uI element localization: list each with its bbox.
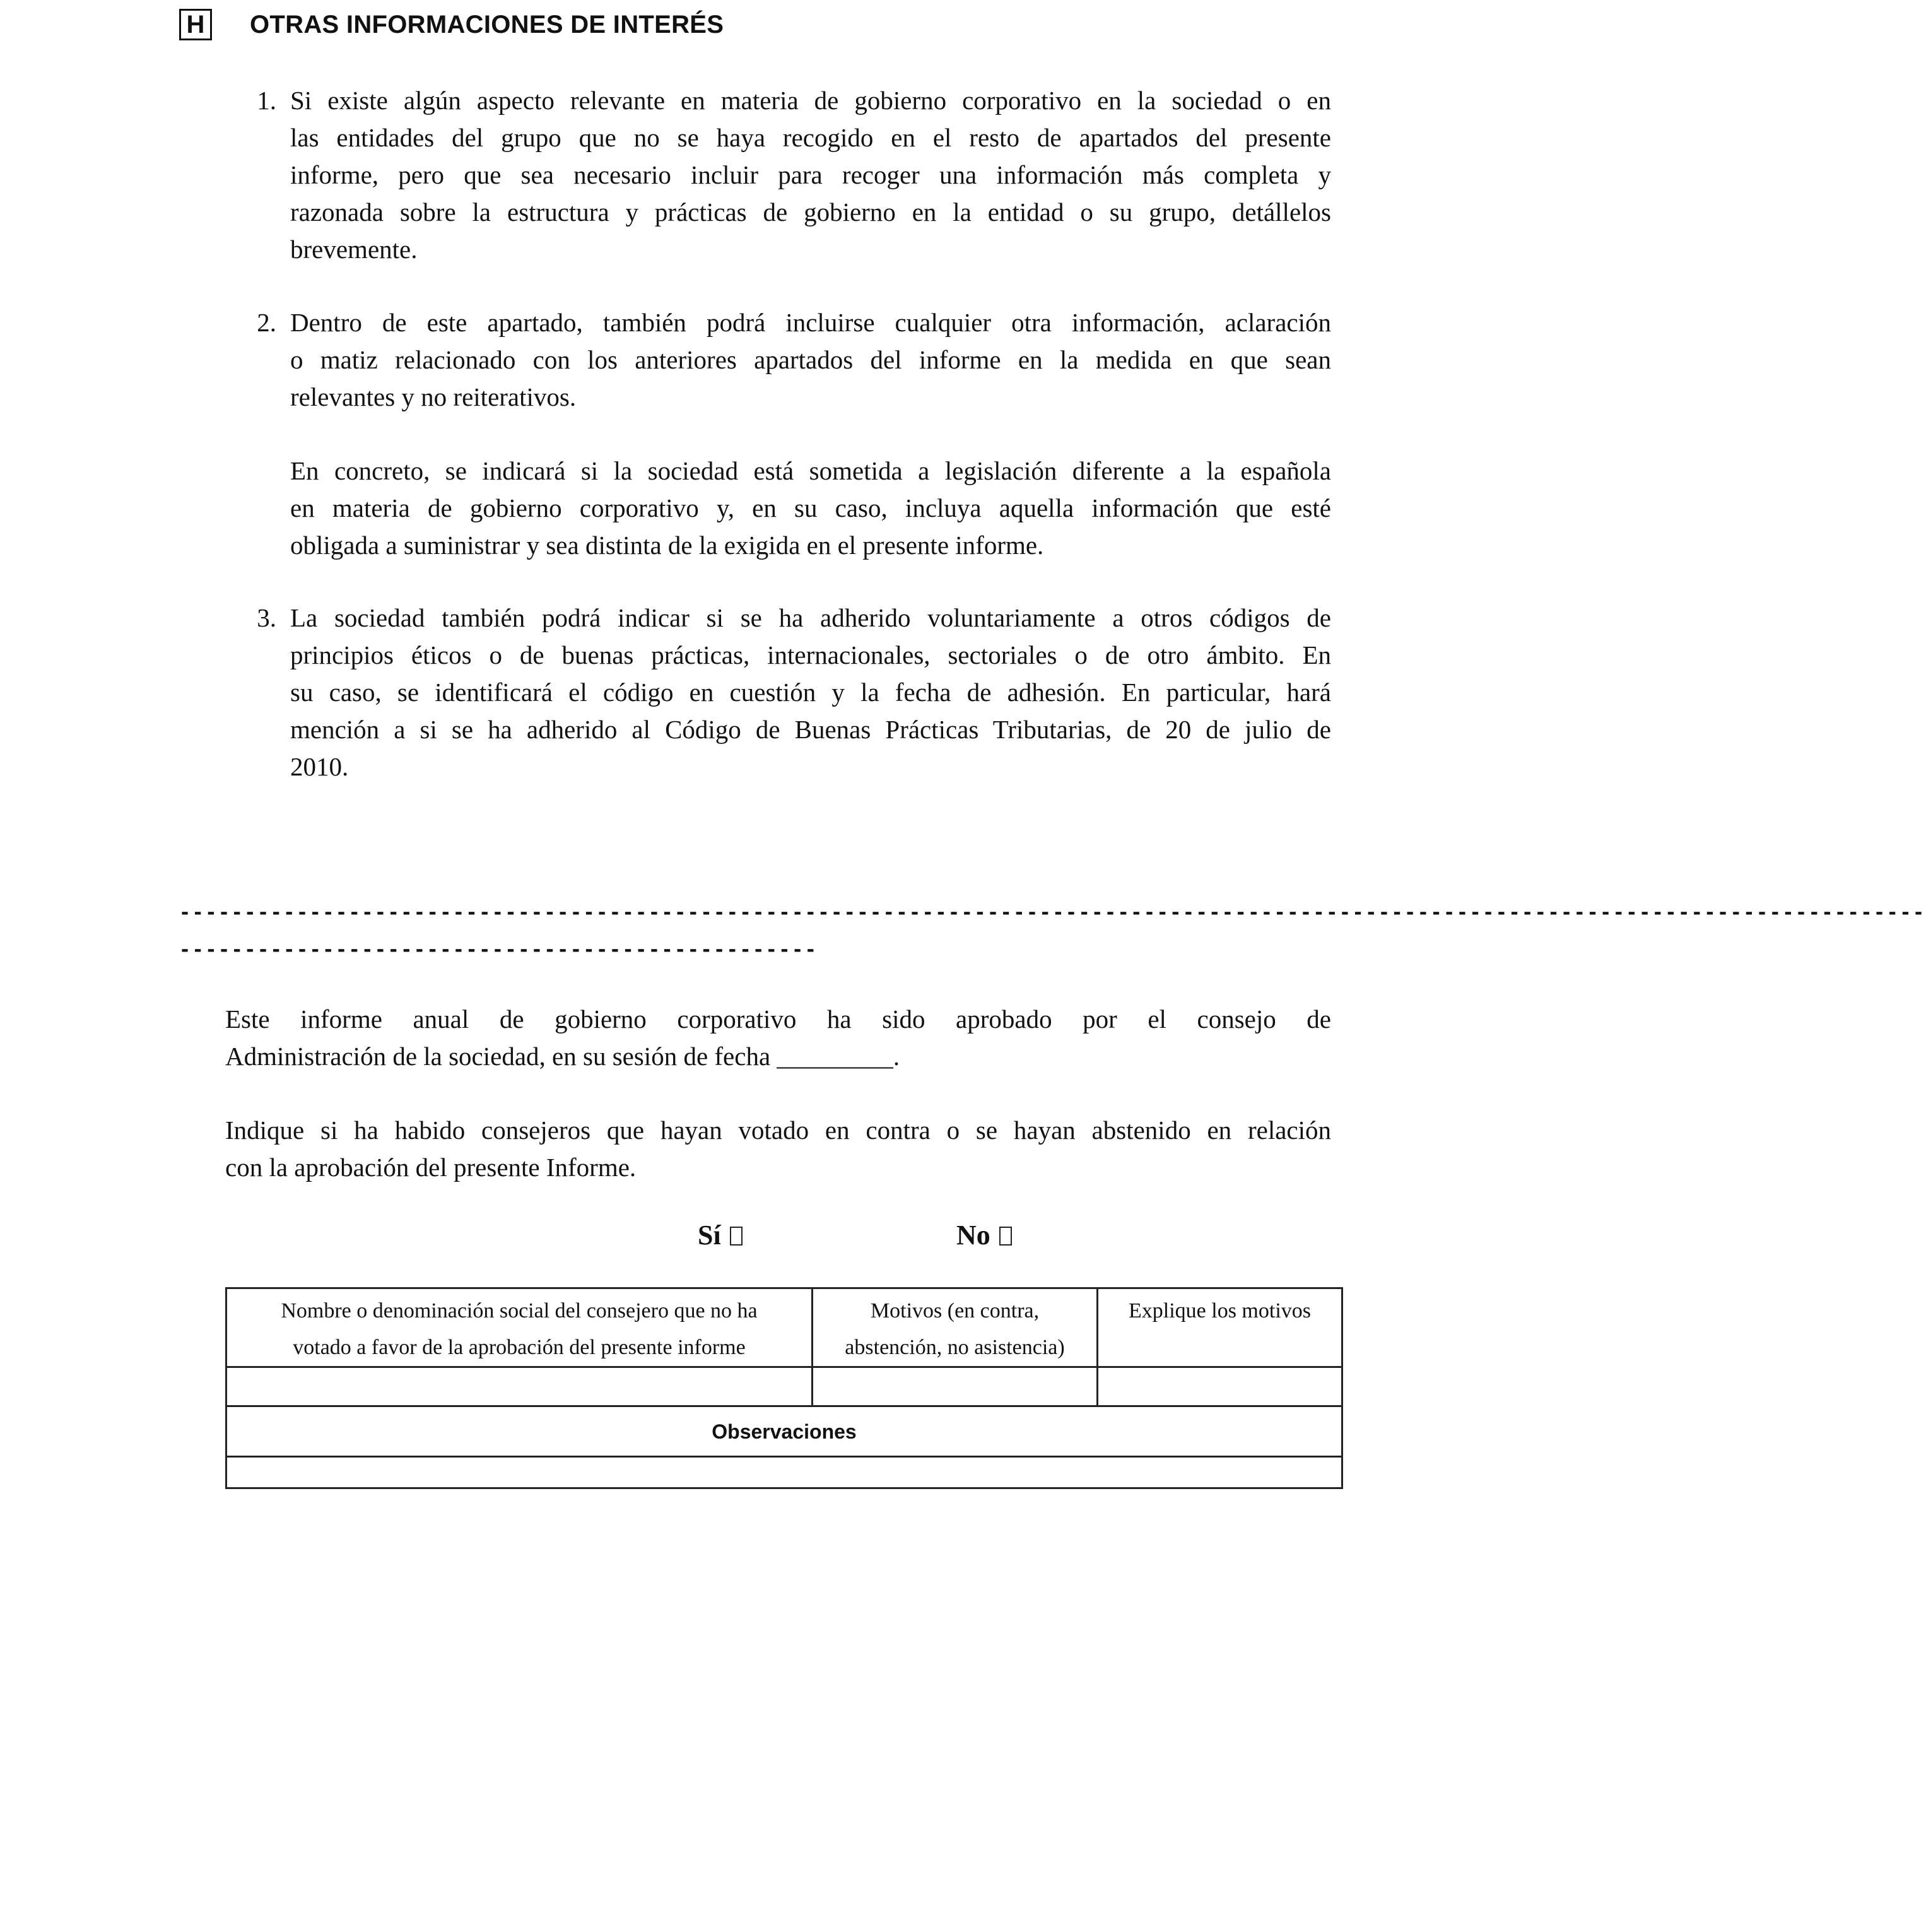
table-header-row [226,1288,1342,1367]
choice-yes[interactable] [698,1216,743,1254]
item-number: 3. [257,603,276,632]
observations-label: Observaciones [226,1406,1342,1457]
approval-line: Este informe anual de gobierno corporativo ha sido aprobado por el consejo de [225,1004,1331,1034]
checkbox-icon[interactable] [999,1227,1012,1246]
item-line: obligada a suministrar y sea distinta de la exigida en el presente informe. [290,531,1044,560]
separator-line: ------------------------------------------------- [179,939,818,961]
observations-header-row [226,1406,1342,1457]
header-line: Nombre o denominación social del consejero que no ha [281,1299,758,1322]
item-line: en materia de gobierno corporativo y, en su caso, incluya aquella información que esté [290,493,1331,522]
table-cell-empty[interactable] [226,1367,813,1406]
header-line: Motivos (en contra, [870,1299,1040,1322]
header-motivos [813,1288,1098,1367]
item-line: o matiz relacionado con los anteriores apartados del informe en la medida en que sean [290,345,1331,374]
item-line: mención a si se ha adherido al Código de Buenas Prácticas Tributarias, de 20 de julio de [290,715,1331,744]
table-row [226,1367,1342,1406]
question-line: Indique si ha habido consejeros que hayan votado en contra o se hayan abstenido en relación [225,1116,1331,1145]
header-explique [1098,1288,1342,1367]
list-item-1 [290,82,1331,268]
item-line: relevantes y no reiterativos. [290,382,577,411]
section-letter-box: H [179,9,212,40]
item-line: La sociedad también podrá indicar si se ha adherido voluntariamente a otros códigos de [290,603,1331,632]
choice-yes-label: Sí [698,1220,721,1251]
item-line: razonada sobre la estructura y prácticas de gobierno en la entidad o su grupo, detállelos [290,197,1331,227]
table-cell-empty[interactable] [1098,1367,1342,1406]
checkbox-icon[interactable] [730,1227,743,1246]
item-number: 2. [257,308,276,337]
item-line: Dentro de este apartado, también podrá incluirse cualquier otra información, aclaración [290,308,1331,337]
item-line: informe, pero que sea necesario incluir para recoger una información más completa y [290,160,1331,189]
approval-paragraph [225,1001,1331,1075]
item-line: principios éticos o de buenas prácticas, internacionales, sectoriales o de otro ámbito. En [290,640,1331,669]
item-line: su caso, se identificará el código en cuestión y la fecha de adhesión. En particular, hará [290,678,1331,707]
vote-question [225,1112,1331,1186]
choice-no-label: No [956,1220,990,1251]
approval-line: Administración de la sociedad, en su sesión de fecha _________. [225,1042,900,1071]
list-item-3 [290,599,1331,786]
observations-row [226,1457,1342,1488]
header-consejero [226,1288,813,1367]
item-line: En concreto, se indicará si la sociedad está sometida a legislación diferente a la española [290,456,1331,485]
item-number: 1. [257,86,276,115]
header-line: Explique los motivos [1129,1299,1311,1322]
observations-cell[interactable] [226,1457,1342,1488]
choice-no[interactable] [956,1216,1012,1254]
separator-line: -------------------------------------------------------------------------------------------------------------------------------------- [179,902,1926,924]
section-title: OTRAS INFORMACIONES DE INTERÉS [250,11,724,38]
header-line: votado a favor de la aprobación del presente informe [293,1336,746,1359]
header-line: abstención, no asistencia) [845,1336,1065,1359]
item-line: las entidades del grupo que no se haya recogido en el resto de apartados del presente [290,123,1331,152]
votes-table [225,1287,1343,1489]
question-line: con la aprobación del presente Informe. [225,1153,637,1182]
item-line: brevemente. [290,235,418,264]
list-item-2-extra [290,452,1331,564]
table-cell-empty[interactable] [813,1367,1098,1406]
item-line: Si existe algún aspecto relevante en materia de gobierno corporativo en la sociedad o en [290,86,1331,115]
item-line: 2010. [290,752,349,781]
list-item-2 [290,304,1331,416]
